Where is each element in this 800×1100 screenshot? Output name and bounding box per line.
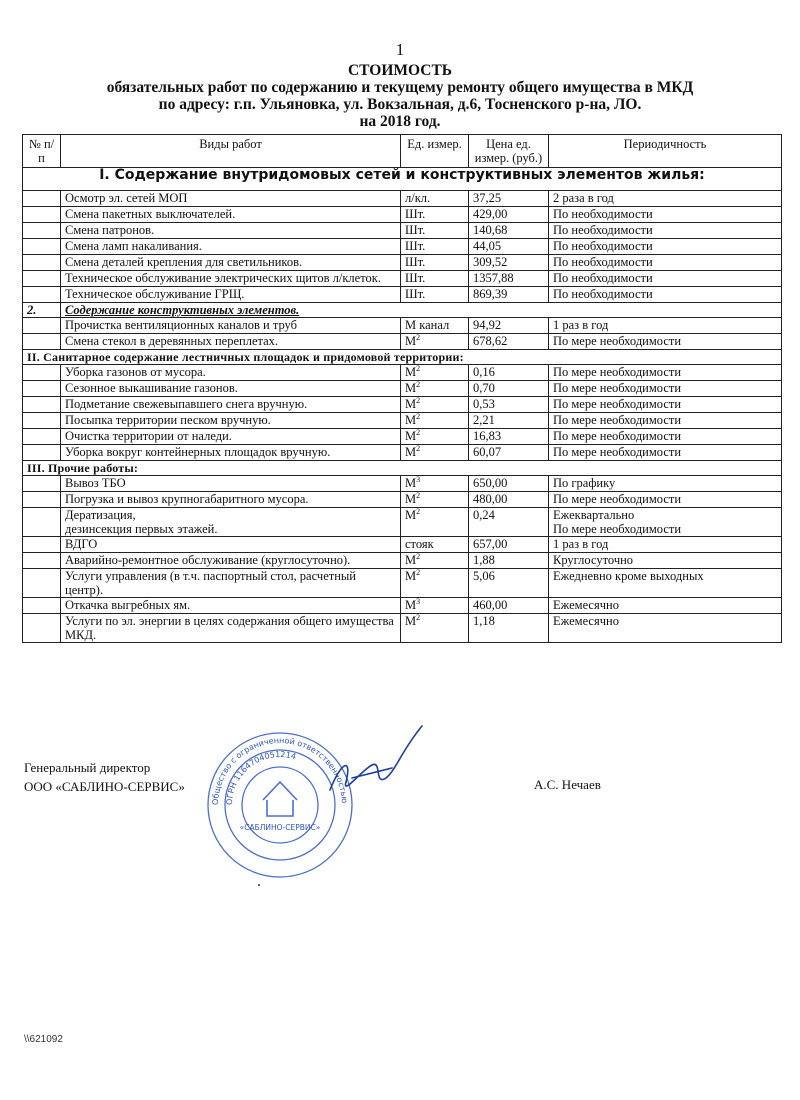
subsection-2-title: Содержание конструктивных элементов. [61,303,782,318]
cell-work [61,271,401,287]
cell-period [549,397,782,413]
cell-num [23,492,61,508]
cell-unit [401,598,469,614]
cell-num [23,381,61,397]
unit-text: М [405,553,417,567]
cell-unit [401,553,469,569]
cell-text: Ежеквартально По мере необходимости [553,508,682,536]
cell-num [23,413,61,429]
cell-text: Ежемесячно [553,598,619,612]
cell-work [61,255,401,271]
unit-text: Шт. [405,271,426,285]
table-row [23,553,782,569]
unit-text: М [405,413,417,427]
cell-text: По мере необходимости [553,381,682,395]
cell-num [23,476,61,492]
signer-company: ООО «САБЛИНО-СЕРВИС» [24,779,185,794]
cell-unit [401,492,469,508]
unit-text: Шт. [405,255,426,269]
cell-text: Техническое обслуживание ГРЩ. [65,287,245,301]
cell-text: По необходимости [553,239,653,253]
document-title [0,62,800,130]
cell-text: Аварийно-ремонтное обслуживание (круглосуточно). [65,553,351,567]
cell-text: По необходимости [553,287,653,301]
cell-text: По необходимости [553,255,653,269]
cell-unit [401,271,469,287]
table-row [23,287,782,303]
section-2-title-row [23,350,782,365]
cell-price: 0,70 [469,381,549,397]
cell-price: 16,83 [469,429,549,445]
cell-num [23,191,61,207]
cell-unit [401,223,469,239]
cell-price: 0,24 [469,508,549,537]
cell-period [549,334,782,350]
cell-text: По мере необходимости [553,413,682,427]
cell-text: Ежемесячно [553,614,619,628]
cell-text: По необходимости [553,223,653,237]
cell-text: Очистка территории от наледи. [65,429,232,443]
cell-work [61,365,401,381]
cell-num [23,334,61,350]
unit-exponent: 3 [416,596,421,606]
cell-text: Сезонное выкашивание газонов. [65,381,238,395]
cell-period [549,614,782,643]
section-1-title: I. Содержание внутридомовых сетей и конструктивных элементов жилья: [23,168,782,191]
subsection-2-row [23,303,782,318]
signature-block [24,758,185,796]
cell-text: ВДГО [65,537,98,551]
cell-unit [401,287,469,303]
cell-text: Подметание свежевыпавшего снега вручную. [65,397,308,411]
cell-price: 37,25 [469,191,549,207]
cell-work [61,381,401,397]
section-3-title-row [23,461,782,476]
cell-text: По мере необходимости [553,445,682,459]
header-period: Периодичность [549,135,782,168]
cell-work [61,223,401,239]
cell-num [23,598,61,614]
cell-work [61,537,401,553]
section-2-title: II. Санитарное содержание лестничных площадок и придомовой территории: [23,350,782,365]
cell-work [61,569,401,598]
cell-num [23,397,61,413]
cell-num [23,271,61,287]
unit-text: М [405,508,417,522]
table-row [23,397,782,413]
unit-text: М [405,569,417,583]
cell-text: Прочистка вентиляционных каналов и труб [65,318,297,332]
cell-price: 1,88 [469,553,549,569]
unit-exponent: 2 [416,506,421,516]
table-row [23,239,782,255]
cell-period [549,318,782,334]
unit-text: М [405,614,417,628]
cell-num [23,429,61,445]
cell-num [23,614,61,643]
cell-work [61,445,401,461]
cell-unit [401,191,469,207]
table-row [23,476,782,492]
cell-price: 480,00 [469,492,549,508]
cell-work [61,614,401,643]
cell-work [61,429,401,445]
unit-exponent: 2 [416,363,421,373]
cell-period [549,429,782,445]
subsection-2-num: 2. [23,303,61,318]
section-1-title-row [23,168,782,191]
handwritten-signature [322,720,432,810]
unit-exponent: 2 [416,379,421,389]
cell-text: Погрузка и вывоз крупногабаритного мусора. [65,492,309,506]
unit-text: Шт. [405,287,426,301]
table-row [23,429,782,445]
unit-exponent: 2 [416,427,421,437]
cell-period [549,537,782,553]
cell-work [61,318,401,334]
cell-price: 1357,88 [469,271,549,287]
table-row [23,223,782,239]
cell-period [549,413,782,429]
cell-num [23,537,61,553]
cell-price: 44,05 [469,239,549,255]
cell-unit [401,255,469,271]
cell-text: Смена пакетных выключателей. [65,207,236,221]
cell-text: Услуги по эл. энергии в целях содержания общего имущества МКД. [65,614,394,642]
cell-price: 0,16 [469,365,549,381]
cell-unit [401,429,469,445]
cell-work [61,287,401,303]
cell-period [549,492,782,508]
unit-text: М [405,429,417,443]
cell-text: 1 раз в год [553,318,609,332]
unit-exponent: 3 [416,474,421,484]
table-row [23,537,782,553]
cell-price: 2,21 [469,413,549,429]
header-unit: Ед. измер. [401,135,469,168]
table-row [23,569,782,598]
cell-price: 140,68 [469,223,549,239]
header-work: Виды работ [61,135,401,168]
cell-price: 460,00 [469,598,549,614]
signer-position: Генеральный директор [24,760,151,775]
cell-text: 1 раз в год [553,537,609,551]
cell-text: По мере необходимости [553,365,682,379]
cell-work [61,397,401,413]
cell-unit [401,614,469,643]
cell-price: 1,18 [469,614,549,643]
unit-text: М [405,598,417,612]
unit-text: М [405,476,417,490]
unit-text: М [405,365,417,379]
unit-text: М [405,492,417,506]
cell-unit [401,381,469,397]
unit-text: л/кл. [405,191,431,205]
cell-unit [401,318,469,334]
cell-num [23,365,61,381]
header-num: № п/п [23,135,61,168]
cell-work [61,598,401,614]
cell-text: По необходимости [553,271,653,285]
cell-price: 60,07 [469,445,549,461]
cell-work [61,207,401,223]
table-row [23,271,782,287]
unit-text: Шт. [405,239,426,253]
cell-period [549,255,782,271]
unit-exponent: 2 [416,443,421,453]
cell-text: По мере необходимости [553,334,682,348]
header-price: Цена ед. измер. (руб.) [469,135,549,168]
cell-unit [401,445,469,461]
section-3-title: III. Прочие работы: [23,461,782,476]
cell-price: 309,52 [469,255,549,271]
works-table [22,134,782,643]
table-row [23,445,782,461]
table-row [23,413,782,429]
cell-text: Уборка газонов от мусора. [65,365,206,379]
cell-work [61,553,401,569]
cell-unit [401,537,469,553]
cell-period [549,508,782,537]
unit-exponent: 2 [416,551,421,561]
cell-num [23,569,61,598]
cell-unit [401,207,469,223]
unit-text: стояк [405,537,434,551]
cell-price: 650,00 [469,476,549,492]
cell-text: По графику [553,476,616,490]
cell-unit [401,397,469,413]
cell-num [23,287,61,303]
cell-num [23,318,61,334]
table-row [23,207,782,223]
cell-period [549,223,782,239]
cell-text: Услуги управления (в т.ч. паспортный стол, расчетный центр). [65,569,356,597]
table-row [23,614,782,643]
cell-period [549,287,782,303]
table-row [23,492,782,508]
cell-num [23,207,61,223]
cell-unit [401,569,469,598]
cell-num [23,508,61,537]
unit-text: М [405,381,417,395]
cell-unit [401,239,469,255]
cell-text: По мере необходимости [553,429,682,443]
table-row [23,255,782,271]
signer-name: А.С. Нечаев [534,777,601,792]
cell-price: 657,00 [469,537,549,553]
cell-period [549,476,782,492]
cell-work [61,508,401,537]
cell-price: 869,39 [469,287,549,303]
cell-text: Откачка выгребных ям. [65,598,191,612]
cell-unit [401,365,469,381]
cell-price: 678,62 [469,334,549,350]
cell-price: 0,53 [469,397,549,413]
table-row [23,365,782,381]
cell-num [23,445,61,461]
cell-period [549,365,782,381]
cell-text: Смена стекол в деревянных переплетах. [65,334,279,348]
cell-unit [401,476,469,492]
table-row [23,191,782,207]
cell-text: Смена ламп накаливания. [65,239,202,253]
cell-work [61,476,401,492]
title-line-4: на 2018 год. [359,113,441,130]
unit-exponent: 2 [416,612,421,622]
stamp-center: «САБЛИНО-СЕРВИС» [239,823,321,832]
cell-price: 94,92 [469,318,549,334]
cell-period [549,381,782,397]
cell-work [61,334,401,350]
cell-period [549,569,782,598]
unit-text: Шт. [405,223,426,237]
unit-text: М [405,445,417,459]
title-line-1: СТОИМОСТЬ [347,62,453,79]
stamp-ogrn: ОГРН 1164704051214 [224,749,298,806]
table-row [23,318,782,334]
cell-work [61,191,401,207]
cell-text: По необходимости [553,207,653,221]
cell-num [23,553,61,569]
cell-text: Ежедневно кроме выходных [553,569,704,583]
stamp-outer-text: Общество с ограниченной ответственностью [210,735,350,806]
cell-text: Дератизация, дезинсекция первых этажей. [65,508,218,536]
cell-price: 429,00 [469,207,549,223]
cell-num [23,223,61,239]
cell-num [23,239,61,255]
cell-period [549,553,782,569]
cell-work [61,413,401,429]
unit-exponent: 2 [416,332,421,342]
cell-work [61,492,401,508]
cell-text: Уборка вокруг контейнерных площадок вручную. [65,445,331,459]
unit-text: Шт. [405,207,426,221]
cell-text: Смена деталей крепления для светильников. [65,255,303,269]
cell-unit [401,508,469,537]
table-header-row [23,135,782,168]
cell-text: Смена патронов. [65,223,155,237]
cell-text: Круглосуточно [553,553,634,567]
cell-text: 2 раза в год [553,191,614,205]
cell-period [549,445,782,461]
unit-exponent: 2 [416,411,421,421]
unit-text: М [405,397,417,411]
table-row [23,508,782,537]
cell-work [61,239,401,255]
cell-text: Вывоз ТБО [65,476,126,490]
cell-text: Осмотр эл. сетей МОП [65,191,188,205]
cell-text: По мере необходимости [553,492,682,506]
unit-exponent: 2 [416,395,421,405]
title-line-3: по адресу: г.п. Ульяновка, ул. Вокзальная, д.6, Тосненского р-на, ЛО. [158,96,642,113]
table-row [23,381,782,397]
cell-period [549,271,782,287]
cell-text: Посыпка территории песком вручную. [65,413,271,427]
cell-period [549,239,782,255]
stray-mark [258,884,260,886]
cell-unit [401,334,469,350]
cell-text: По мере необходимости [553,397,682,411]
table-row [23,598,782,614]
page-number: 1 [395,40,405,59]
unit-exponent: 2 [416,567,421,577]
cell-text: Техническое обслуживание электрических щитов л/клеток. [65,271,381,285]
cell-unit [401,413,469,429]
table-row [23,334,782,350]
unit-text: М [405,334,417,348]
cell-period [549,191,782,207]
unit-text: М канал [405,318,450,332]
document-id: \\621092 [24,1034,63,1045]
cell-num [23,255,61,271]
cell-price: 5,06 [469,569,549,598]
title-line-2: обязательных работ по содержанию и текущему ремонту общего имущества в МКД [106,79,694,96]
cell-period [549,598,782,614]
cell-period [549,207,782,223]
unit-exponent: 2 [416,490,421,500]
